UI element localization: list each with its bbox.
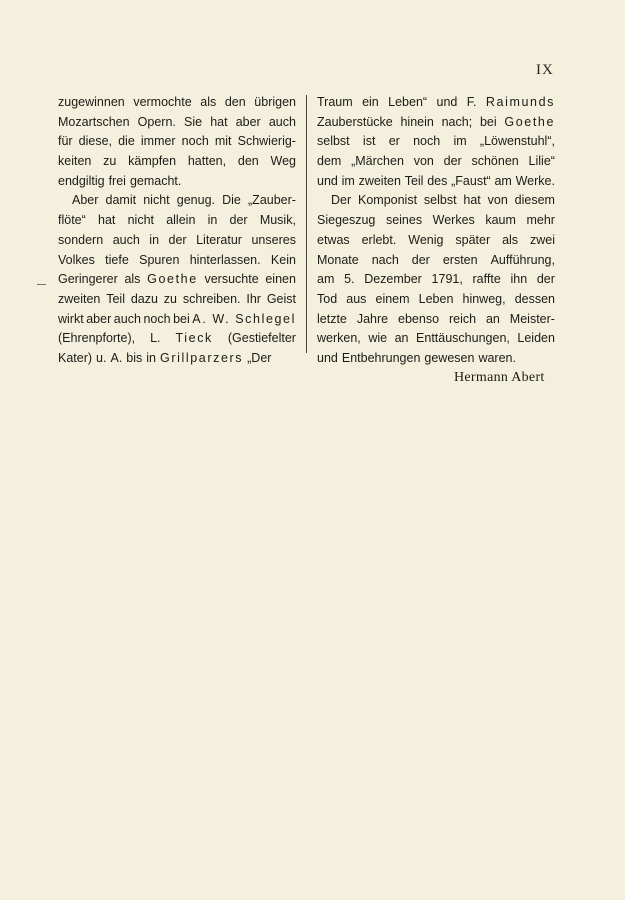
word: für: [58, 134, 73, 149]
text-line: [317, 270, 555, 290]
word: als: [502, 232, 519, 247]
column-divider: [306, 95, 307, 353]
word: Literatur: [196, 232, 242, 247]
word: hinein: [400, 114, 434, 129]
word: unseres: [251, 232, 296, 247]
word: Der: [331, 193, 352, 208]
word: aber: [86, 311, 112, 326]
word: er: [388, 134, 400, 149]
word: auch: [112, 232, 140, 247]
word: genug.: [176, 193, 215, 208]
word: Leiden: [517, 331, 555, 346]
word: aus: [346, 291, 367, 306]
word: tiefe: [105, 252, 129, 267]
word: kämpfen: [128, 154, 177, 169]
word: noch: [143, 311, 171, 326]
word: bei: [479, 114, 497, 129]
word: Die: [222, 193, 241, 208]
word: versuchte: [204, 272, 259, 287]
word: (Ehrenpforte),: [58, 331, 136, 346]
word: „Löwenstuhl“,: [479, 134, 555, 149]
word: Aufführung,: [490, 252, 555, 267]
word: Dezember: [364, 272, 422, 287]
word: Zauberstücke: [317, 114, 393, 129]
word: Wenig: [408, 232, 444, 247]
word: ebenso: [398, 311, 440, 326]
word: von: [487, 193, 508, 208]
text-line: [317, 251, 555, 271]
word: der: [411, 252, 430, 267]
word: damit: [105, 193, 137, 208]
word: Werke.: [515, 173, 555, 188]
word: der: [443, 154, 462, 169]
text-line: [58, 349, 296, 369]
word: kaum: [485, 213, 516, 228]
word: „Faust“: [451, 173, 491, 188]
word: sondern: [58, 232, 104, 247]
word: schönen: [471, 154, 519, 169]
word: hat: [210, 114, 228, 129]
word: „Märchen: [351, 154, 404, 169]
word: raffte: [472, 272, 501, 287]
word: endgiltig: [58, 173, 105, 188]
text-line: [317, 349, 555, 369]
word: selbst: [423, 193, 457, 208]
word: „Zauber-: [248, 193, 296, 208]
author-signature: Hermann Abert: [454, 370, 545, 385]
page-number: IX: [536, 62, 554, 78]
margin-dash-mark: [37, 284, 46, 285]
word: gemacht.: [129, 173, 182, 188]
word: Traum: [317, 95, 353, 109]
word: Leben: [418, 291, 454, 306]
word: dazu: [130, 291, 158, 306]
word: Kein: [270, 252, 296, 267]
word: und: [436, 95, 458, 109]
word: Goethe: [147, 272, 198, 287]
text-line: [58, 113, 296, 133]
text-line: [58, 251, 296, 271]
word: ein: [362, 95, 379, 109]
text-line: [317, 329, 555, 349]
word: Weg: [270, 154, 296, 169]
word: bis: [126, 350, 143, 365]
word: in: [149, 232, 160, 247]
word: dessen: [514, 291, 555, 306]
word: Geringerer: [58, 272, 118, 287]
word: bei: [173, 311, 190, 326]
word: „Der: [247, 350, 272, 365]
word: letzte: [317, 311, 347, 326]
word: A.: [110, 350, 123, 365]
text-line: [58, 310, 296, 330]
text-line: [317, 211, 555, 231]
text-line: [317, 231, 555, 251]
word: Leben“: [388, 95, 428, 109]
word: diese,: [78, 134, 113, 149]
word: Siegeszug: [317, 213, 376, 228]
word: reich: [448, 311, 477, 326]
word: gewesen: [424, 350, 475, 365]
word: hat: [463, 193, 481, 208]
word: des: [427, 173, 448, 188]
word: am: [317, 272, 335, 287]
word: Musik,: [259, 213, 296, 228]
word: 1791,: [431, 272, 463, 287]
word: Geist: [266, 291, 296, 306]
word: Lilie“: [528, 154, 555, 169]
word: Monate: [317, 252, 359, 267]
word: zu: [163, 291, 177, 306]
text-line: [58, 290, 296, 310]
word: A. W. Schlegel: [192, 311, 296, 326]
word: 5.: [344, 272, 355, 287]
word: und: [317, 350, 338, 365]
word: zweiten: [58, 291, 101, 306]
word: Goethe: [504, 114, 555, 129]
word: schreiben.: [182, 291, 241, 306]
word: wirkt: [58, 311, 84, 326]
word: den: [224, 95, 246, 109]
word: etwas: [317, 232, 350, 247]
word: im: [341, 173, 355, 188]
word: allein: [166, 213, 196, 228]
word: frei: [108, 173, 126, 188]
text-line: [58, 152, 296, 172]
word: an: [394, 331, 409, 346]
word: zugewinnen: [58, 95, 125, 109]
word: hatten,: [187, 154, 227, 169]
word: Mozartschen: [58, 114, 130, 129]
word: waren.: [478, 350, 516, 365]
text-line: [58, 270, 296, 290]
word: im: [453, 134, 467, 149]
word: keiten: [58, 154, 92, 169]
word: einem: [375, 291, 410, 306]
word: Aber: [72, 193, 99, 208]
word: Teil: [404, 173, 424, 188]
word: später: [455, 232, 491, 247]
word: erlebt.: [361, 232, 397, 247]
word: in: [207, 213, 218, 228]
text-line: [317, 172, 555, 192]
text-line: [317, 132, 555, 152]
word: Tieck: [175, 331, 213, 346]
word: Ihr: [246, 291, 261, 306]
word: Werkes: [432, 213, 475, 228]
word: der: [536, 272, 555, 287]
word: F.: [466, 95, 477, 109]
word: dem: [317, 154, 342, 169]
word: hat: [98, 213, 116, 228]
word: L.: [150, 331, 161, 346]
word: die: [118, 134, 135, 149]
word: noch: [181, 134, 209, 149]
word: als: [200, 95, 217, 109]
word: einen: [265, 272, 296, 287]
word: Raimunds: [485, 95, 555, 109]
text-line: [317, 290, 555, 310]
text-line: [58, 132, 296, 152]
text-line: [58, 191, 296, 211]
right-text-column: [317, 93, 555, 369]
word: Kater): [58, 350, 93, 365]
word: flöte“: [58, 213, 86, 228]
word: ersten: [442, 252, 478, 267]
word: übrigen: [254, 95, 296, 109]
text-line: [58, 93, 296, 113]
word: aber: [235, 114, 261, 129]
word: werken,: [317, 331, 361, 346]
word: nach: [371, 252, 399, 267]
word: ihn: [510, 272, 528, 287]
word: diesem: [514, 193, 555, 208]
word: Tod: [317, 291, 338, 306]
word: und: [317, 173, 338, 188]
text-line: [317, 93, 555, 113]
word: der: [229, 213, 248, 228]
word: Teil: [106, 291, 125, 306]
word: Schwierig-: [237, 134, 296, 149]
word: vermochte: [133, 95, 192, 109]
word: wie: [368, 331, 388, 346]
word: noch: [413, 134, 441, 149]
text-line: [58, 231, 296, 251]
word: seines: [385, 213, 423, 228]
word: zweiten: [358, 173, 401, 188]
word: (Gestiefelter: [227, 331, 296, 346]
word: Spuren: [139, 252, 180, 267]
word: Sie: [184, 114, 203, 129]
text-line: [58, 172, 296, 192]
word: Entbehrungen: [341, 350, 421, 365]
word: u.: [96, 350, 107, 365]
word: in: [146, 350, 157, 365]
word: an: [485, 311, 500, 326]
word: Jahre: [356, 311, 389, 326]
word: Meister-: [509, 311, 555, 326]
word: Komponist: [358, 193, 418, 208]
word: selbst: [317, 134, 350, 149]
word: von: [413, 154, 434, 169]
word: ist: [362, 134, 376, 149]
word: zwei: [529, 232, 555, 247]
text-line: [317, 191, 555, 211]
word: den: [237, 154, 259, 169]
word: zu: [103, 154, 117, 169]
word: der: [168, 232, 187, 247]
word: auch: [113, 311, 141, 326]
text-line: [58, 211, 296, 231]
word: mit: [214, 134, 232, 149]
word: hinweg,: [462, 291, 506, 306]
left-text-column: [58, 93, 296, 369]
text-line: [317, 113, 555, 133]
word: nicht: [143, 193, 170, 208]
word: am: [494, 173, 512, 188]
word: Grillparzers: [160, 350, 244, 365]
word: nicht: [127, 213, 154, 228]
word: nach;: [441, 114, 473, 129]
text-line: [317, 310, 555, 330]
word: hinterlassen.: [189, 252, 261, 267]
word: Enttäuschungen,: [416, 331, 510, 346]
word: mehr: [526, 213, 555, 228]
word: Opern.: [137, 114, 176, 129]
text-line: [58, 329, 296, 349]
word: Volkes: [58, 252, 95, 267]
word: auch: [268, 114, 296, 129]
text-line: [317, 152, 555, 172]
word: als: [124, 272, 141, 287]
word: immer: [140, 134, 176, 149]
